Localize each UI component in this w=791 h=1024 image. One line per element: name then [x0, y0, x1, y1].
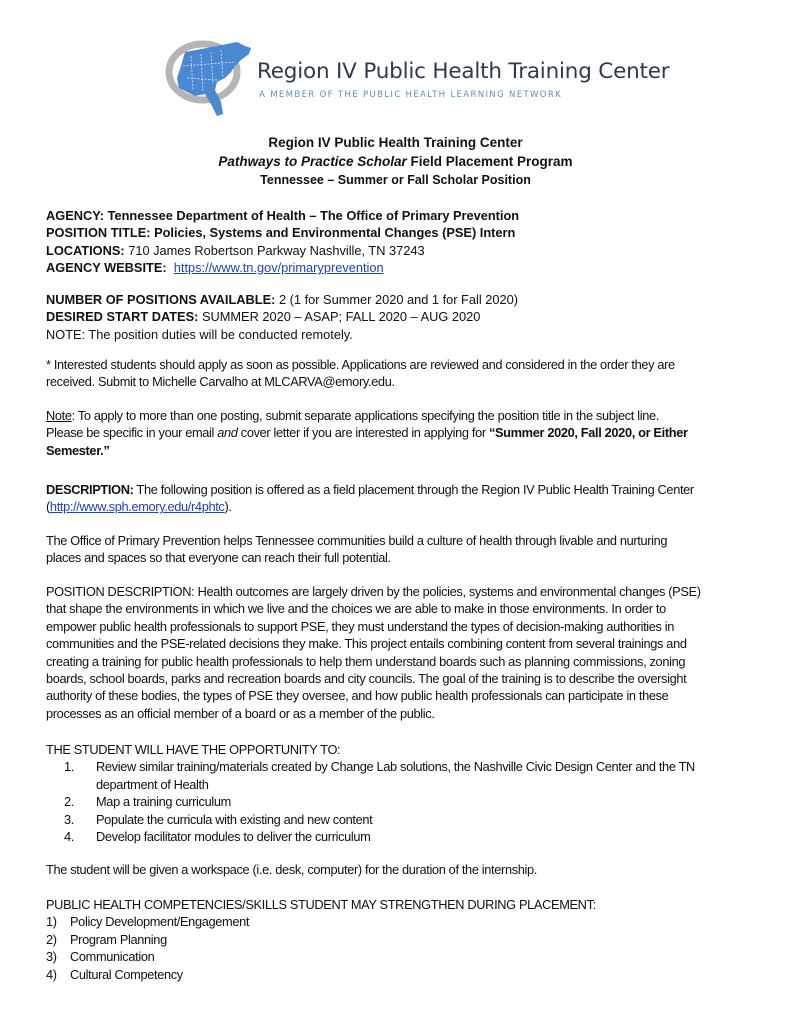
- list-item: [46, 931, 746, 948]
- list-item-text: Develop facilitator modules to deliver the curriculum: [96, 829, 371, 845]
- paren-close: ).: [224, 499, 232, 515]
- list-number: 1.: [64, 759, 74, 775]
- agency-website-link[interactable]: https://www.tn.gov/primaryprevention: [173, 260, 384, 276]
- pd-line: that shape the environments in which we live and the choices we are able to make in those environments. In order to: [46, 601, 666, 617]
- note-bold-options: “Summer 2020, Fall 2020, or Either: [488, 425, 688, 441]
- pd-line: creating a training for public health professionals to help them understand boards such as planning commissions, zoning: [46, 653, 686, 669]
- logo-subtitle: A MEMBER OF THE PUBLIC HEALTH LEARNING NETWORK: [259, 90, 563, 100]
- competencies-heading: PUBLIC HEALTH COMPETENCIES/SKILLS STUDENT MAY STRENGTHEN DURING PLACEMENT:: [46, 897, 596, 912]
- paren-open: (: [46, 499, 50, 515]
- document-title: Region IV Public Health Training Center: [268, 135, 523, 150]
- note-line-1: : To apply to more than one posting, submit separate applications specifying the position title in the subject line.: [71, 408, 659, 423]
- list-item: [46, 948, 746, 965]
- pd-line: communities and the PSE-related decisions they make. This project entails combining content from several trainings and: [46, 636, 687, 652]
- southeast-us-map-icon: [165, 38, 257, 118]
- competencies-block: [46, 896, 746, 983]
- opportunity-list: [46, 758, 746, 845]
- list-item: [46, 811, 746, 828]
- start-dates-label: DESIRED START DATES:: [46, 309, 199, 325]
- list-number: 1): [46, 914, 57, 930]
- competencies-list: [46, 913, 746, 983]
- list-item-text: Map a training curriculum: [96, 794, 231, 810]
- description-block: [46, 481, 746, 516]
- note-line-2b: cover letter if you are interested in applying for: [237, 425, 489, 441]
- competency-label: Policy Development/Engagement: [70, 914, 250, 930]
- description-line-1: The following position is offered as a field placement through the Region IV Public Health Training Center: [133, 482, 694, 497]
- competency-label: Program Planning: [70, 931, 167, 947]
- positions-label: NUMBER OF POSITIONS AVAILABLE:: [46, 292, 276, 307]
- list-item: [46, 793, 746, 810]
- website-label: AGENCY WEBSITE:: [46, 260, 167, 276]
- positions-value: 2 (1 for Summer 2020 and 1 for Fall 2020): [275, 292, 518, 307]
- agency-block: [46, 207, 746, 277]
- position-title-value: Policies, Systems and Environmental Changes (PSE) Intern: [150, 225, 516, 241]
- pd-line: empower public health professionals to support PSE, they must understand the types of decision-making authorities in: [46, 618, 675, 634]
- opportunity-heading: THE STUDENT WILL HAVE THE OPPORTUNITY TO:: [46, 742, 341, 757]
- note-line-3: Semester.”: [46, 442, 110, 458]
- list-number: 4): [46, 966, 57, 982]
- position-description-block: [46, 583, 746, 722]
- locations-value: 710 James Robertson Parkway Nashville, TN 37243: [124, 242, 425, 258]
- agency-label: AGENCY:: [46, 208, 105, 223]
- list-item: [46, 828, 746, 845]
- logo-title: Region IV Public Health Training Center: [257, 59, 670, 84]
- note-label: Note: [46, 408, 72, 423]
- office-line-2: places and spaces so that everyone can reach their full potential.: [46, 550, 391, 566]
- apply-block: [46, 356, 746, 391]
- competency-label: Communication: [70, 949, 155, 965]
- program-name-italic: Pathways to Practice Scholar: [218, 154, 407, 169]
- list-number: 4.: [64, 829, 74, 845]
- apply-line-2: received. Submit to Michelle Carvalho at MLCARVA@emory.edu.: [46, 374, 395, 390]
- office-line-1: The Office of Primary Prevention helps Tennessee communities build a culture of health through livable and nurturing: [46, 533, 668, 548]
- list-number: 3): [46, 949, 57, 965]
- pd-line: boards, school boards, parks and recreation boards and city councils. The goal of the training is to describe the oversight: [46, 671, 687, 687]
- positions-block: [46, 291, 746, 343]
- logo: [165, 38, 670, 118]
- pd-line: authority of these bodies, the types of PSE they oversee, and how public health professionals can participate in these: [46, 688, 669, 704]
- pd-line: POSITION DESCRIPTION: Health outcomes are largely driven by the policies, systems and environmental changes (PSE): [46, 584, 701, 599]
- list-item-text: Populate the curricula with existing and new content: [96, 811, 373, 827]
- position-title-label: POSITION TITLE:: [46, 225, 151, 241]
- list-number: 3.: [64, 811, 74, 827]
- list-item-text-cont: department of Health: [96, 776, 209, 792]
- note-line-2a: Please be specific in your email: [46, 425, 218, 441]
- remote-note: NOTE: The position duties will be conducted remotely.: [46, 326, 353, 342]
- list-number: 2): [46, 931, 57, 947]
- r4phtc-link[interactable]: http://www.sph.emory.edu/r4phtc: [49, 499, 225, 515]
- note-italic-and: and: [217, 425, 238, 441]
- start-dates-value: SUMMER 2020 – ASAP; FALL 2020 – AUG 2020: [198, 309, 481, 325]
- competency-label: Cultural Competency: [70, 966, 183, 982]
- list-number: 2.: [64, 794, 74, 810]
- opportunity-block: [46, 741, 746, 845]
- program-name-rest: Field Placement Program: [406, 154, 573, 169]
- pd-line: processes as an official member of a board or as a member of the public.: [46, 705, 435, 721]
- description-label: DESCRIPTION:: [46, 482, 134, 497]
- list-item: [46, 913, 746, 930]
- list-item: [46, 966, 746, 983]
- apply-line-1: * Interested students should apply as soon as possible. Applications are reviewed and considered in the order they are: [46, 357, 675, 372]
- workspace-text: The student will be given a workspace (i.e. desk, computer) for the duration of the internship.: [46, 862, 537, 877]
- program-title: [0, 154, 791, 169]
- locations-label: LOCATIONS:: [46, 242, 125, 258]
- agency-value: Tennessee Department of Health – The Office of Primary Prevention: [104, 208, 520, 223]
- position-subtitle: Tennessee – Summer or Fall Scholar Position: [260, 173, 531, 187]
- office-block: [46, 532, 746, 567]
- note-block: [46, 407, 746, 459]
- list-item-text: Review similar training/materials created by Change Lab solutions, the Nashville Civic Design Center and the TN: [96, 759, 695, 775]
- list-item: [46, 758, 746, 793]
